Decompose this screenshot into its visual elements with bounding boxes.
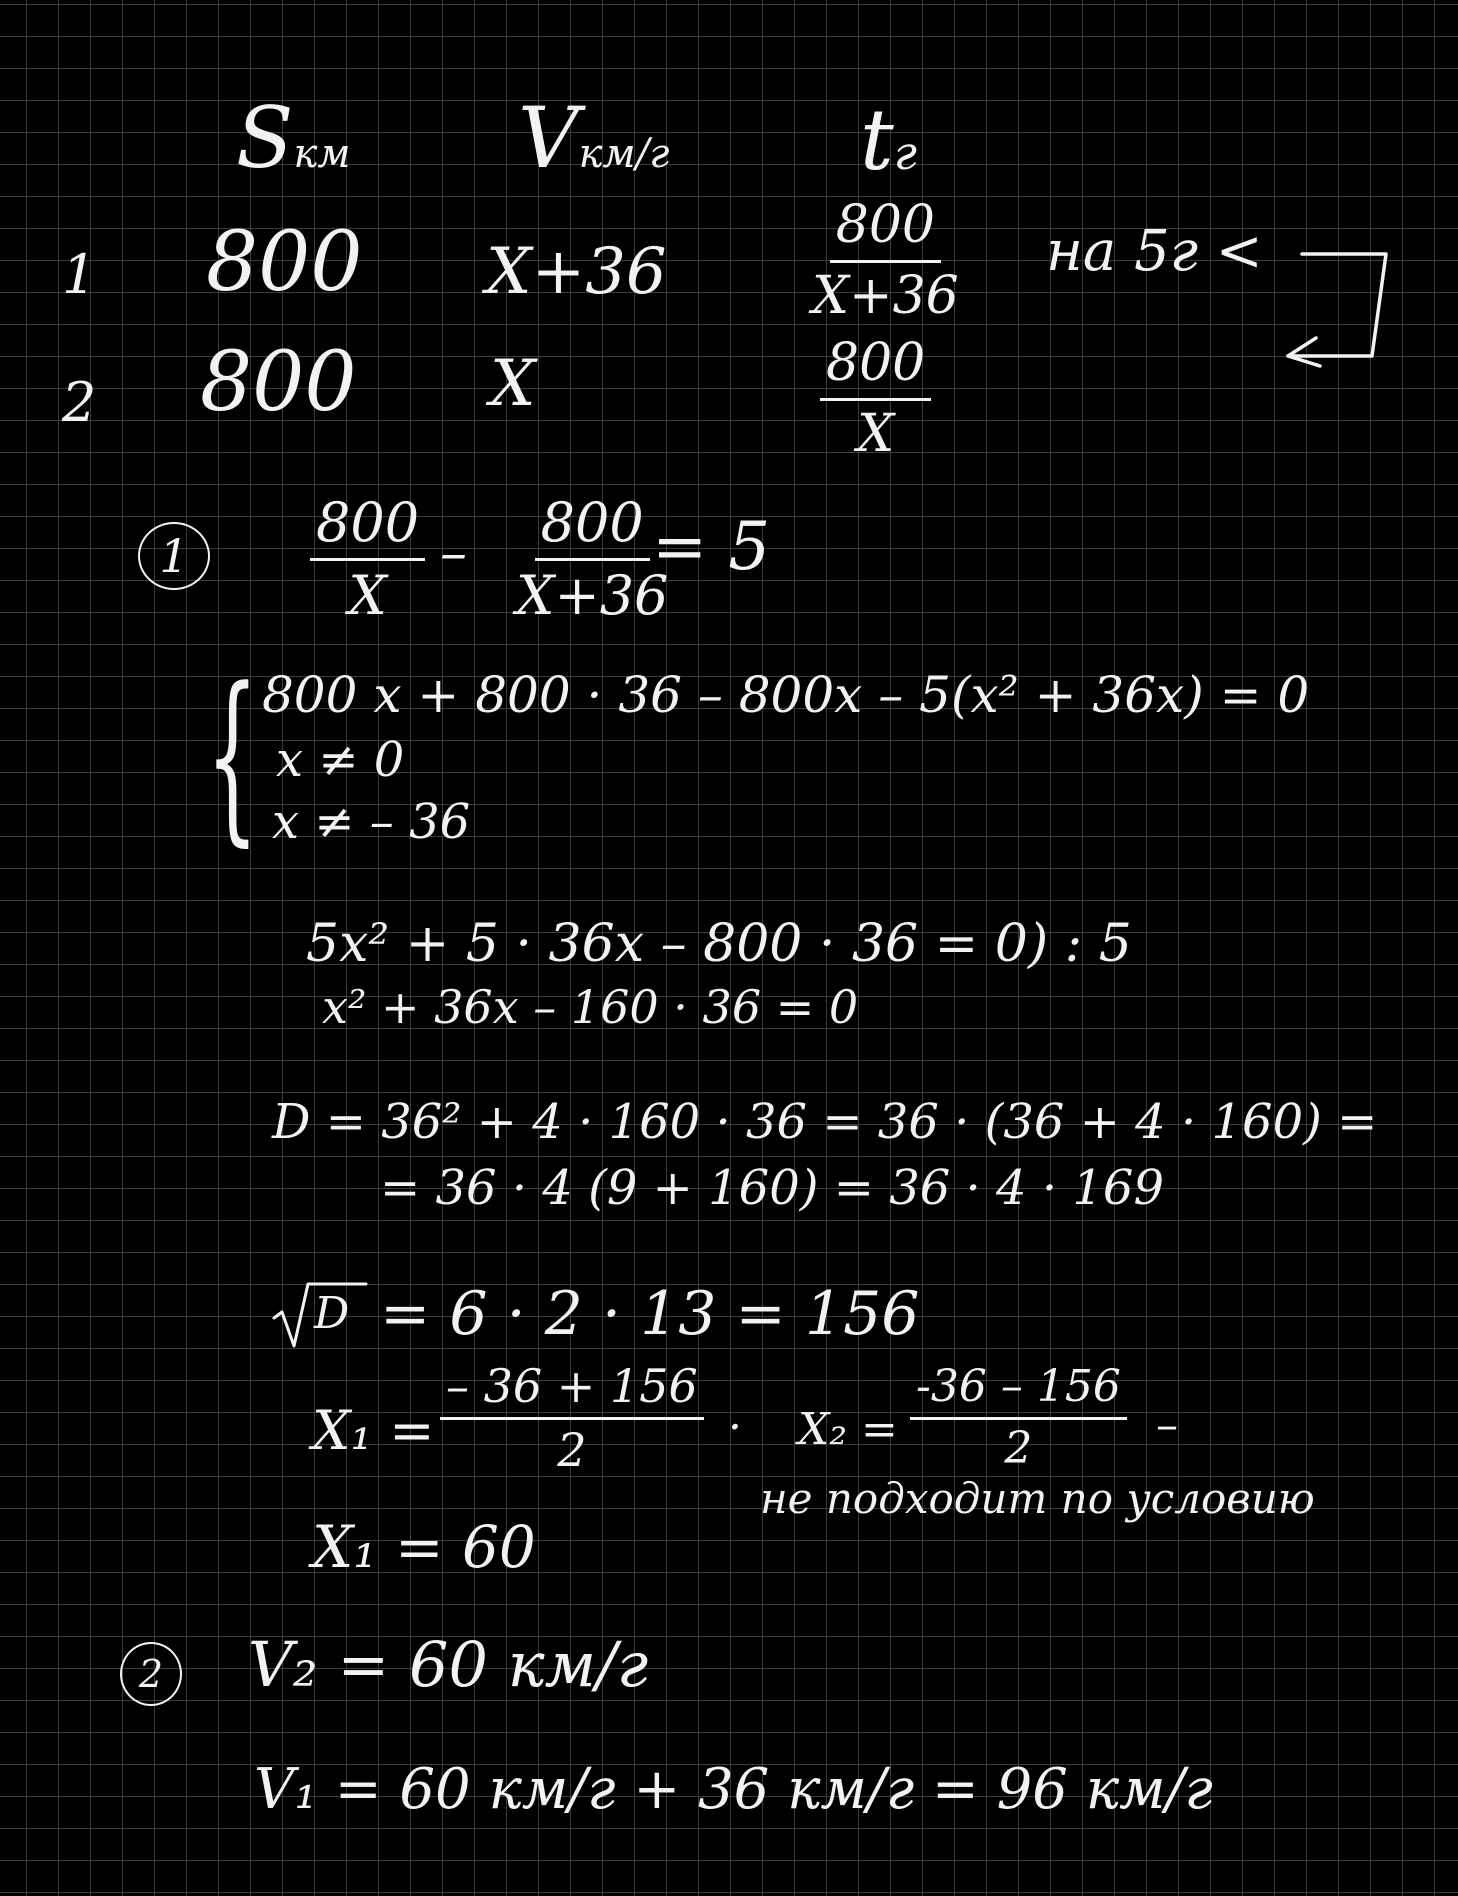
equation-rhs: = 5 [652, 508, 771, 585]
root-x1-fraction [440, 1360, 704, 1477]
row-2-v: X [490, 347, 536, 421]
root-x2-numerator: -36 – 156 [910, 1362, 1127, 1420]
sqrt-radicand: D [314, 1288, 350, 1339]
speed-v1: V₁ = 60 км/г + 36 км/г = 96 км/г [254, 1757, 1213, 1822]
system-brace: { [206, 649, 259, 863]
system-line-1: 800 x + 800 · 36 – 800x – 5(x² + 36x) = 0 [262, 666, 1310, 724]
header-s-unit: км [293, 131, 351, 177]
root-x1-result: X₁ = 60 [312, 1513, 536, 1581]
equation-fraction-2-denominator: X+36 [516, 564, 669, 628]
discriminant-line-2: = 36 · 4 (9 + 160) = 36 · 4 · 169 [380, 1160, 1164, 1216]
header-v [518, 89, 670, 187]
system-line-2: x ≠ 0 [276, 732, 405, 788]
header-s [236, 89, 351, 187]
equation-fraction-1-numerator: 800 [310, 492, 425, 561]
row-2-t-denominator: X [857, 403, 895, 464]
root-x1-lhs: X₁ = [312, 1399, 435, 1462]
root-x2-note: не подходит по условию [760, 1474, 1315, 1523]
header-t-unit: г [893, 126, 918, 180]
row-1-index: 1 [62, 243, 97, 306]
bracket-arrow [1280, 240, 1400, 390]
root-x1-denominator: 2 [557, 1422, 587, 1477]
row-1-t-fraction [812, 196, 959, 327]
header-v-unit: км/г [578, 131, 670, 177]
comparison-note: на 5г < [1046, 219, 1263, 284]
step-2-marker-label: 2 [138, 1652, 164, 1696]
working-line-1: 5x² + 5 · 36x – 800 · 36 = 0) : 5 [306, 914, 1132, 974]
row-2-t-numerator: 800 [820, 334, 931, 401]
row-1-s: 800 [206, 215, 363, 310]
header-t-symbol: t [860, 91, 894, 189]
system-line-3: x ≠ – 36 [272, 794, 471, 850]
equation-fraction-2 [516, 492, 668, 627]
discriminant-line-1: D = 36² + 4 · 160 · 36 = 36 · (36 + 4 · 160) = [272, 1094, 1378, 1150]
row-2-index: 2 [62, 371, 97, 434]
roots-separator: · [728, 1402, 742, 1453]
root-x2-fraction [910, 1362, 1127, 1474]
header-s-symbol: S [236, 89, 294, 187]
root-x2-lhs: X₂ = [798, 1404, 898, 1455]
working-line-2: x² + 36x – 160 · 36 = 0 [322, 980, 859, 1034]
step-1-marker-label: 1 [159, 529, 189, 583]
speed-v2: V₂ = 60 км/г [248, 1628, 649, 1701]
row-2-s: 800 [200, 335, 357, 430]
equation-fraction-1-denominator: X [348, 564, 387, 628]
row-1-v: X+36 [486, 235, 667, 309]
equation-fraction-1 [310, 492, 425, 627]
header-v-symbol: V [518, 89, 579, 187]
root-x2-dash: – [1156, 1400, 1178, 1451]
root-x1-numerator: – 36 + 156 [440, 1360, 704, 1420]
header-t [860, 91, 918, 189]
equation-fraction-2-numerator: 800 [535, 492, 650, 561]
equation-minus: – [440, 521, 467, 584]
row-1-t-numerator: 800 [830, 196, 941, 263]
step-1-marker [138, 522, 210, 590]
root-x2-denominator: 2 [1004, 1422, 1033, 1474]
row-2-t-fraction [820, 334, 931, 465]
sqrt-result: = 6 · 2 · 13 = 156 [380, 1279, 920, 1349]
row-1-t-denominator: X+36 [812, 265, 959, 326]
step-2-marker [120, 1642, 182, 1706]
